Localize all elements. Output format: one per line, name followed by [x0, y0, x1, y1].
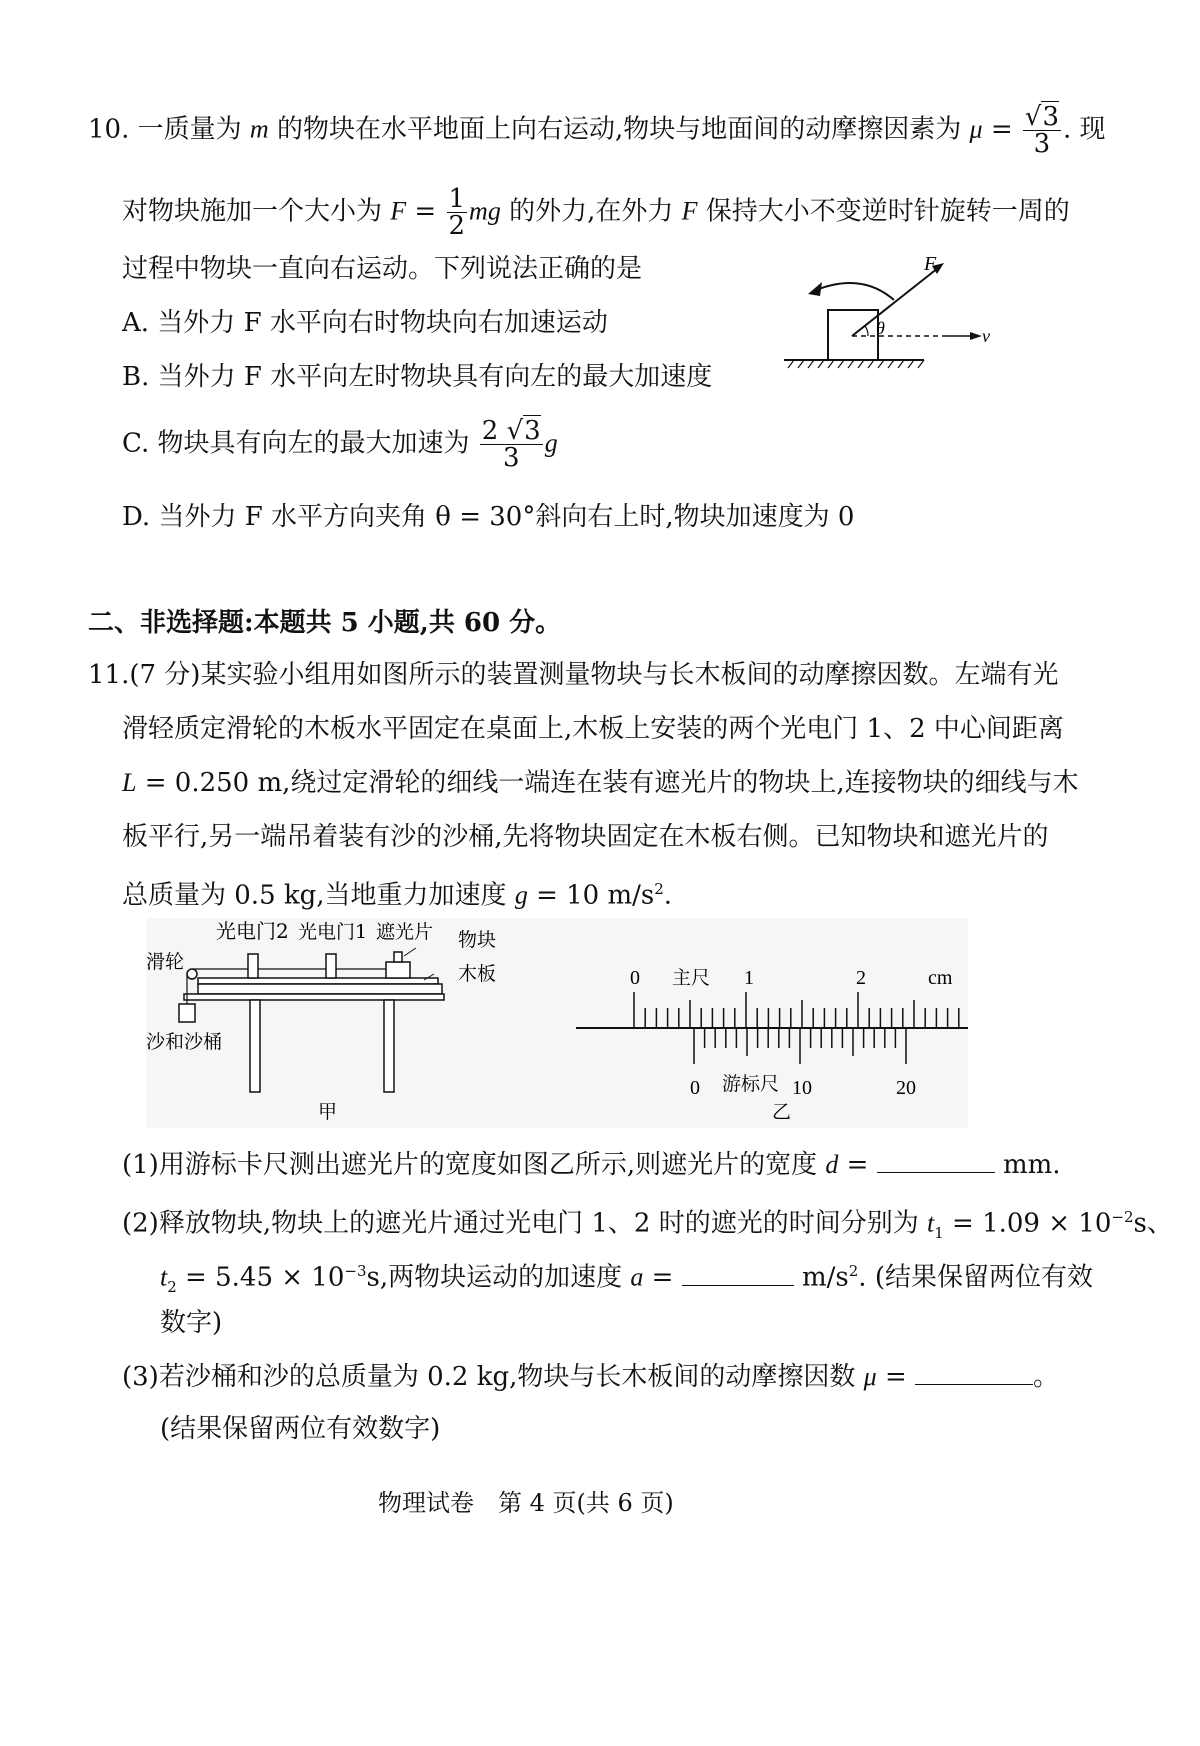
- table-leg-right: [384, 1000, 394, 1092]
- rotation-arrow: [816, 283, 894, 300]
- q11-part2-line2: [160, 1256, 1093, 1302]
- q10-number: 10.: [88, 114, 130, 145]
- q11-text: = 10 m/s: [527, 880, 655, 911]
- q11-text: (7 分)某实验小组用如图所示的装置测量物块与长木板间的动摩擦因数。左端有光: [129, 660, 1059, 690]
- answer-blank-2[interactable]: [682, 1263, 794, 1286]
- equals: =: [643, 1262, 674, 1293]
- label-shade: 遮光片: [376, 921, 434, 943]
- var-t1: t: [926, 1208, 935, 1238]
- label-gate1: 光电门1: [298, 921, 368, 943]
- unit-cm: cm: [928, 967, 953, 989]
- board: [198, 978, 438, 984]
- page-footer: 物理试卷 第 4 页(共 6 页): [378, 1489, 674, 1517]
- caption-yi: 乙: [772, 1101, 792, 1123]
- q11-text: s、: [1133, 1208, 1173, 1239]
- var-mu: μ: [969, 114, 983, 144]
- vernier-label-20: 20: [896, 1077, 916, 1099]
- var-g: g: [544, 428, 558, 458]
- q10-text: 的外力,在外力: [509, 196, 674, 227]
- label-F: F: [924, 253, 937, 275]
- photogate-2: [248, 954, 258, 978]
- main-label-0: 0: [630, 967, 640, 989]
- var-mu: μ: [863, 1362, 877, 1391]
- label-bucket: 沙和沙桶: [146, 1031, 223, 1053]
- fraction-1-over-2: $\frac{1}{2}$: [448, 184, 466, 241]
- equals: =: [838, 1150, 869, 1180]
- q11-text: (3)若沙桶和沙的总质量为 0.2 kg,物块与长木板间的动摩擦因数: [122, 1362, 856, 1392]
- option-text: C. 物块具有向左的最大加速为: [122, 428, 470, 459]
- photogate-1: [326, 954, 336, 978]
- var-F: F: [681, 196, 698, 226]
- q11-part1: [122, 1150, 1061, 1180]
- pulley: [187, 969, 197, 979]
- q11-line1: [88, 660, 1058, 690]
- var-d: d: [825, 1150, 839, 1179]
- q10-text: 保持大小不变逆时针旋转一周的: [705, 196, 1070, 227]
- q10-line3: 过程中物块一直向右运动。下列说法正确的是: [122, 254, 643, 284]
- q11-line4: 板平行,另一端吊着装有沙的沙桶,先将物块固定在木板右侧。已知物块和遮光片的: [122, 822, 1049, 852]
- q11-text: . (结果保留两位有效: [858, 1262, 1093, 1293]
- figure-background: [146, 918, 576, 1128]
- var-t2: t: [160, 1262, 168, 1292]
- section-heading: 二、非选择题:本题共 5 小题,共 60 分。: [88, 608, 562, 638]
- q10-option-a: A. 当外力 F 水平向右时物块向右加速运动: [122, 308, 608, 338]
- main-label-1: 1: [744, 967, 754, 989]
- var-a: a: [630, 1262, 644, 1292]
- subscript: 2: [167, 1277, 177, 1296]
- arrow-head: [808, 282, 822, 296]
- caption-jia: 甲: [318, 1101, 338, 1123]
- superscript: −2: [1111, 1208, 1134, 1226]
- unit: m/s: [801, 1262, 849, 1293]
- q11-part3-line1: [122, 1362, 1059, 1392]
- arrow-head: [970, 332, 982, 340]
- label-gate2: 光电门2: [216, 919, 289, 943]
- main-label-2: 2: [856, 967, 866, 989]
- label-theta: θ: [876, 318, 885, 338]
- vernier-label-10: 10: [792, 1077, 812, 1099]
- q10-text: 对物块施加一个大小为: [122, 196, 383, 227]
- q10-text: 一质量为: [137, 114, 242, 145]
- superscript: 2: [654, 880, 664, 898]
- q11-text: 。: [1033, 1362, 1060, 1392]
- var-g: g: [514, 880, 528, 910]
- fraction-2sqrt3-over-3: $\frac{2 √3}{3}$: [481, 416, 541, 473]
- label-pulley: 滑轮: [146, 951, 185, 973]
- q11-line5: [122, 874, 672, 911]
- block: [386, 962, 410, 978]
- q10-text: 的物块在水平地面上向右运动,物块与地面间的动摩擦因素为: [276, 114, 962, 145]
- vernier-label-0: 0: [690, 1077, 700, 1099]
- q11-part2-line1: [122, 1202, 1173, 1248]
- q11-line3: [122, 768, 1079, 798]
- q10-option-d: D. 当外力 F 水平方向夹角 θ = 30°斜向右上时,物块加速度为 0: [122, 502, 855, 532]
- subscript: 1: [934, 1223, 944, 1242]
- unit: mm.: [1002, 1150, 1061, 1180]
- ground-hatch: [788, 360, 924, 368]
- table-edge: [184, 994, 444, 1000]
- vernier-scale-label: 游标尺: [722, 1073, 780, 1095]
- q11-text: (1)用游标卡尺测出遮光片的宽度如图乙所示,则遮光片的宽度: [122, 1150, 818, 1180]
- fraction-sqrt3-over-3: $\frac{√3}{3}$: [1024, 102, 1059, 159]
- q10-option-c: [122, 418, 558, 471]
- answer-blank-1[interactable]: [877, 1150, 995, 1173]
- var-L: L: [122, 768, 137, 797]
- apparatus-figure-jia: [146, 918, 576, 1128]
- q11-text: = 0.250 m,绕过定滑轮的细线一端连在装有遮光片的物块上,连接物块的细线与木: [136, 768, 1079, 798]
- q10-text: . 现: [1063, 114, 1106, 145]
- superscript: 2: [848, 1262, 859, 1280]
- q10-line1: [88, 104, 1106, 157]
- answer-blank-3[interactable]: [915, 1362, 1033, 1385]
- equals: =: [876, 1362, 907, 1392]
- q11-number: 11.: [88, 660, 130, 690]
- table-leg-left: [250, 1000, 260, 1092]
- var-F: F: [390, 196, 407, 226]
- label-board: 木板: [458, 963, 497, 985]
- var-mg: mg: [469, 196, 501, 226]
- force-arrow: [852, 268, 938, 336]
- table-top: [198, 984, 442, 994]
- q11-line2: 滑轻质定滑轮的木板水平固定在桌面上,木板上安装的两个光电门 1、2 中心间距离: [122, 714, 1064, 744]
- shade-plate: [394, 952, 402, 962]
- q11-text: .: [663, 880, 673, 911]
- q10-line2: 对物块施加一个大小为 F = $\frac{1}{2}$ mg 的外力,在外力 F 保持大小不变逆时针旋转一周的: [122, 184, 1070, 241]
- label-v: v: [982, 326, 990, 346]
- superscript: −3: [344, 1262, 367, 1280]
- vernier-figure-yi: [576, 918, 968, 1128]
- q11-text: s,两物块运动的加速度: [366, 1262, 623, 1293]
- value: = 1.09 × 10: [943, 1208, 1112, 1239]
- q11-text: 总质量为 0.5 kg,当地重力加速度: [122, 880, 507, 911]
- var-m: m: [249, 114, 269, 144]
- main-scale-label: 主尺: [672, 967, 711, 989]
- value: = 5.45 × 10: [176, 1262, 345, 1293]
- bucket: [179, 1004, 195, 1022]
- q11-text: (2)释放物块,物块上的遮光片通过光电门 1、2 时的遮光的时间分别为: [122, 1208, 919, 1239]
- label-block: 物块: [458, 929, 497, 951]
- q11-part3-line2: (结果保留两位有效数字): [160, 1414, 441, 1444]
- q11-part2-line3: 数字): [160, 1308, 223, 1338]
- equals: =: [990, 114, 1013, 145]
- q10-force-diagram: [784, 252, 994, 374]
- q10-option-b: B. 当外力 F 水平向左时物块具有向左的最大加速度: [122, 362, 713, 392]
